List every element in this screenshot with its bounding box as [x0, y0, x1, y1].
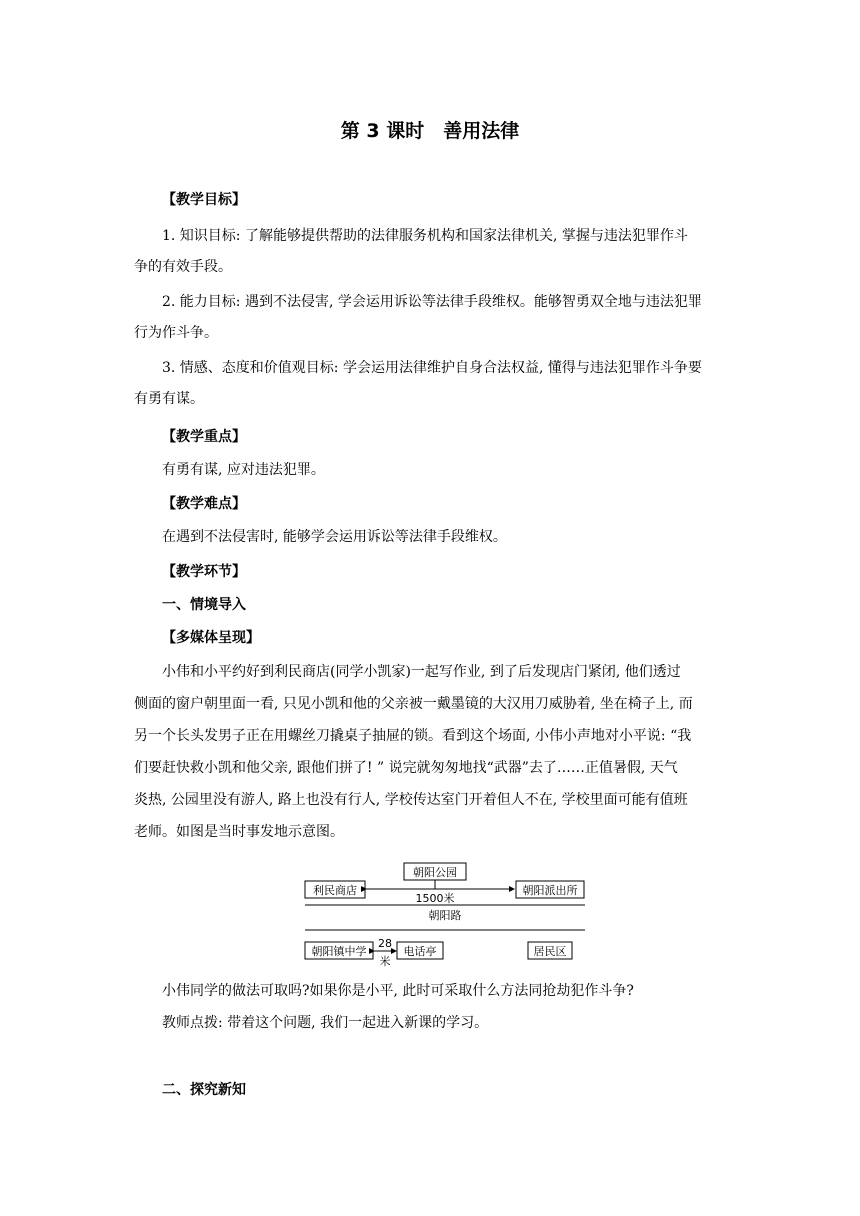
- section-1-heading: 一、情境导入: [162, 597, 246, 613]
- story-line-2: 侧面的窗户朝里面一看, 只见小凯和他的父亲被一戴墨镜的大汉用刀威胁着, 坐在椅子上, 而: [134, 696, 693, 712]
- story-line-6: 老师。如图是当时事发地示意图。: [134, 824, 344, 840]
- teacher-guidance: 教师点拨: 带着这个问题, 我们一起进入新课的学习。: [162, 1015, 489, 1031]
- objective-2-line-2: 行为作斗争。: [134, 325, 218, 341]
- objective-3-line-2: 有勇有谋。: [134, 391, 204, 407]
- gap-number: 28: [378, 937, 392, 950]
- process-heading: 【教学环节】: [162, 564, 246, 580]
- park-label: 朝阳公园: [413, 866, 457, 879]
- key-point-heading: 【教学重点】: [162, 429, 246, 445]
- key-point-text: 有勇有谋, 应对违法犯罪。: [162, 462, 325, 478]
- objective-3-line-1: 3. 情感、态度和价值观目标: 学会运用法律维护自身合法权益, 懂得与违法犯罪作斗争要: [162, 360, 702, 376]
- objective-1-line-1: 1. 知识目标: 了解能够提供帮助的法律服务机构和国家法律机关, 掌握与违法犯罪作斗: [162, 228, 688, 244]
- difficulty-text: 在遇到不法侵害时, 能够学会运用诉讼等法律手段维权。: [162, 529, 507, 545]
- distance-label: 1500米: [415, 892, 455, 905]
- phone-label: 电话亭: [403, 945, 437, 958]
- story-line-3: 另一个长头发男子正在用螺丝刀撬桌子抽屉的锁。看到这个场面, 小伟小声地对小平说: “我: [134, 728, 692, 744]
- school-label: 朝阳镇中学: [311, 945, 367, 958]
- gap-unit: 米: [379, 955, 391, 968]
- story-line-5: 炎热, 公园里没有游人, 路上也没有行人, 学校传达室门开着但人不在, 学校里面可能有值班: [134, 792, 688, 808]
- question-text: 小伟同学的做法可取吗?如果你是小平, 此时可采取什么方法同抢劫犯作斗争?: [162, 983, 634, 999]
- store-label: 利民商店: [313, 884, 357, 897]
- page-title: 第 3 课时 善用法律: [340, 120, 520, 142]
- residential-label: 居民区: [533, 945, 567, 958]
- objective-2-line-1: 2. 能力目标: 遇到不法侵害, 学会运用诉讼等法律手段维权。能够智勇双全地与违法犯罪: [162, 294, 702, 310]
- road-label: 朝阳路: [428, 909, 462, 922]
- objective-1-line-2: 争的有效手段。: [134, 259, 232, 275]
- objectives-heading: 【教学目标】: [162, 192, 246, 208]
- story-line-4: 们要赶快救小凯和他父亲, 跟他们拼了! ” 说完就匆匆地找“武器”去了……正值暑假, 天气: [134, 760, 678, 776]
- location-map: [300, 860, 590, 970]
- media-heading: 【多媒体呈现】: [162, 630, 260, 646]
- section-2-heading: 二、探究新知: [162, 1082, 246, 1098]
- police-label: 朝阳派出所: [522, 884, 578, 897]
- story-line-1: 小伟和小平约好到利民商店(同学小凯家)一起写作业, 到了后发现店门紧闭, 他们透过: [162, 664, 681, 680]
- difficulty-heading: 【教学难点】: [162, 496, 246, 512]
